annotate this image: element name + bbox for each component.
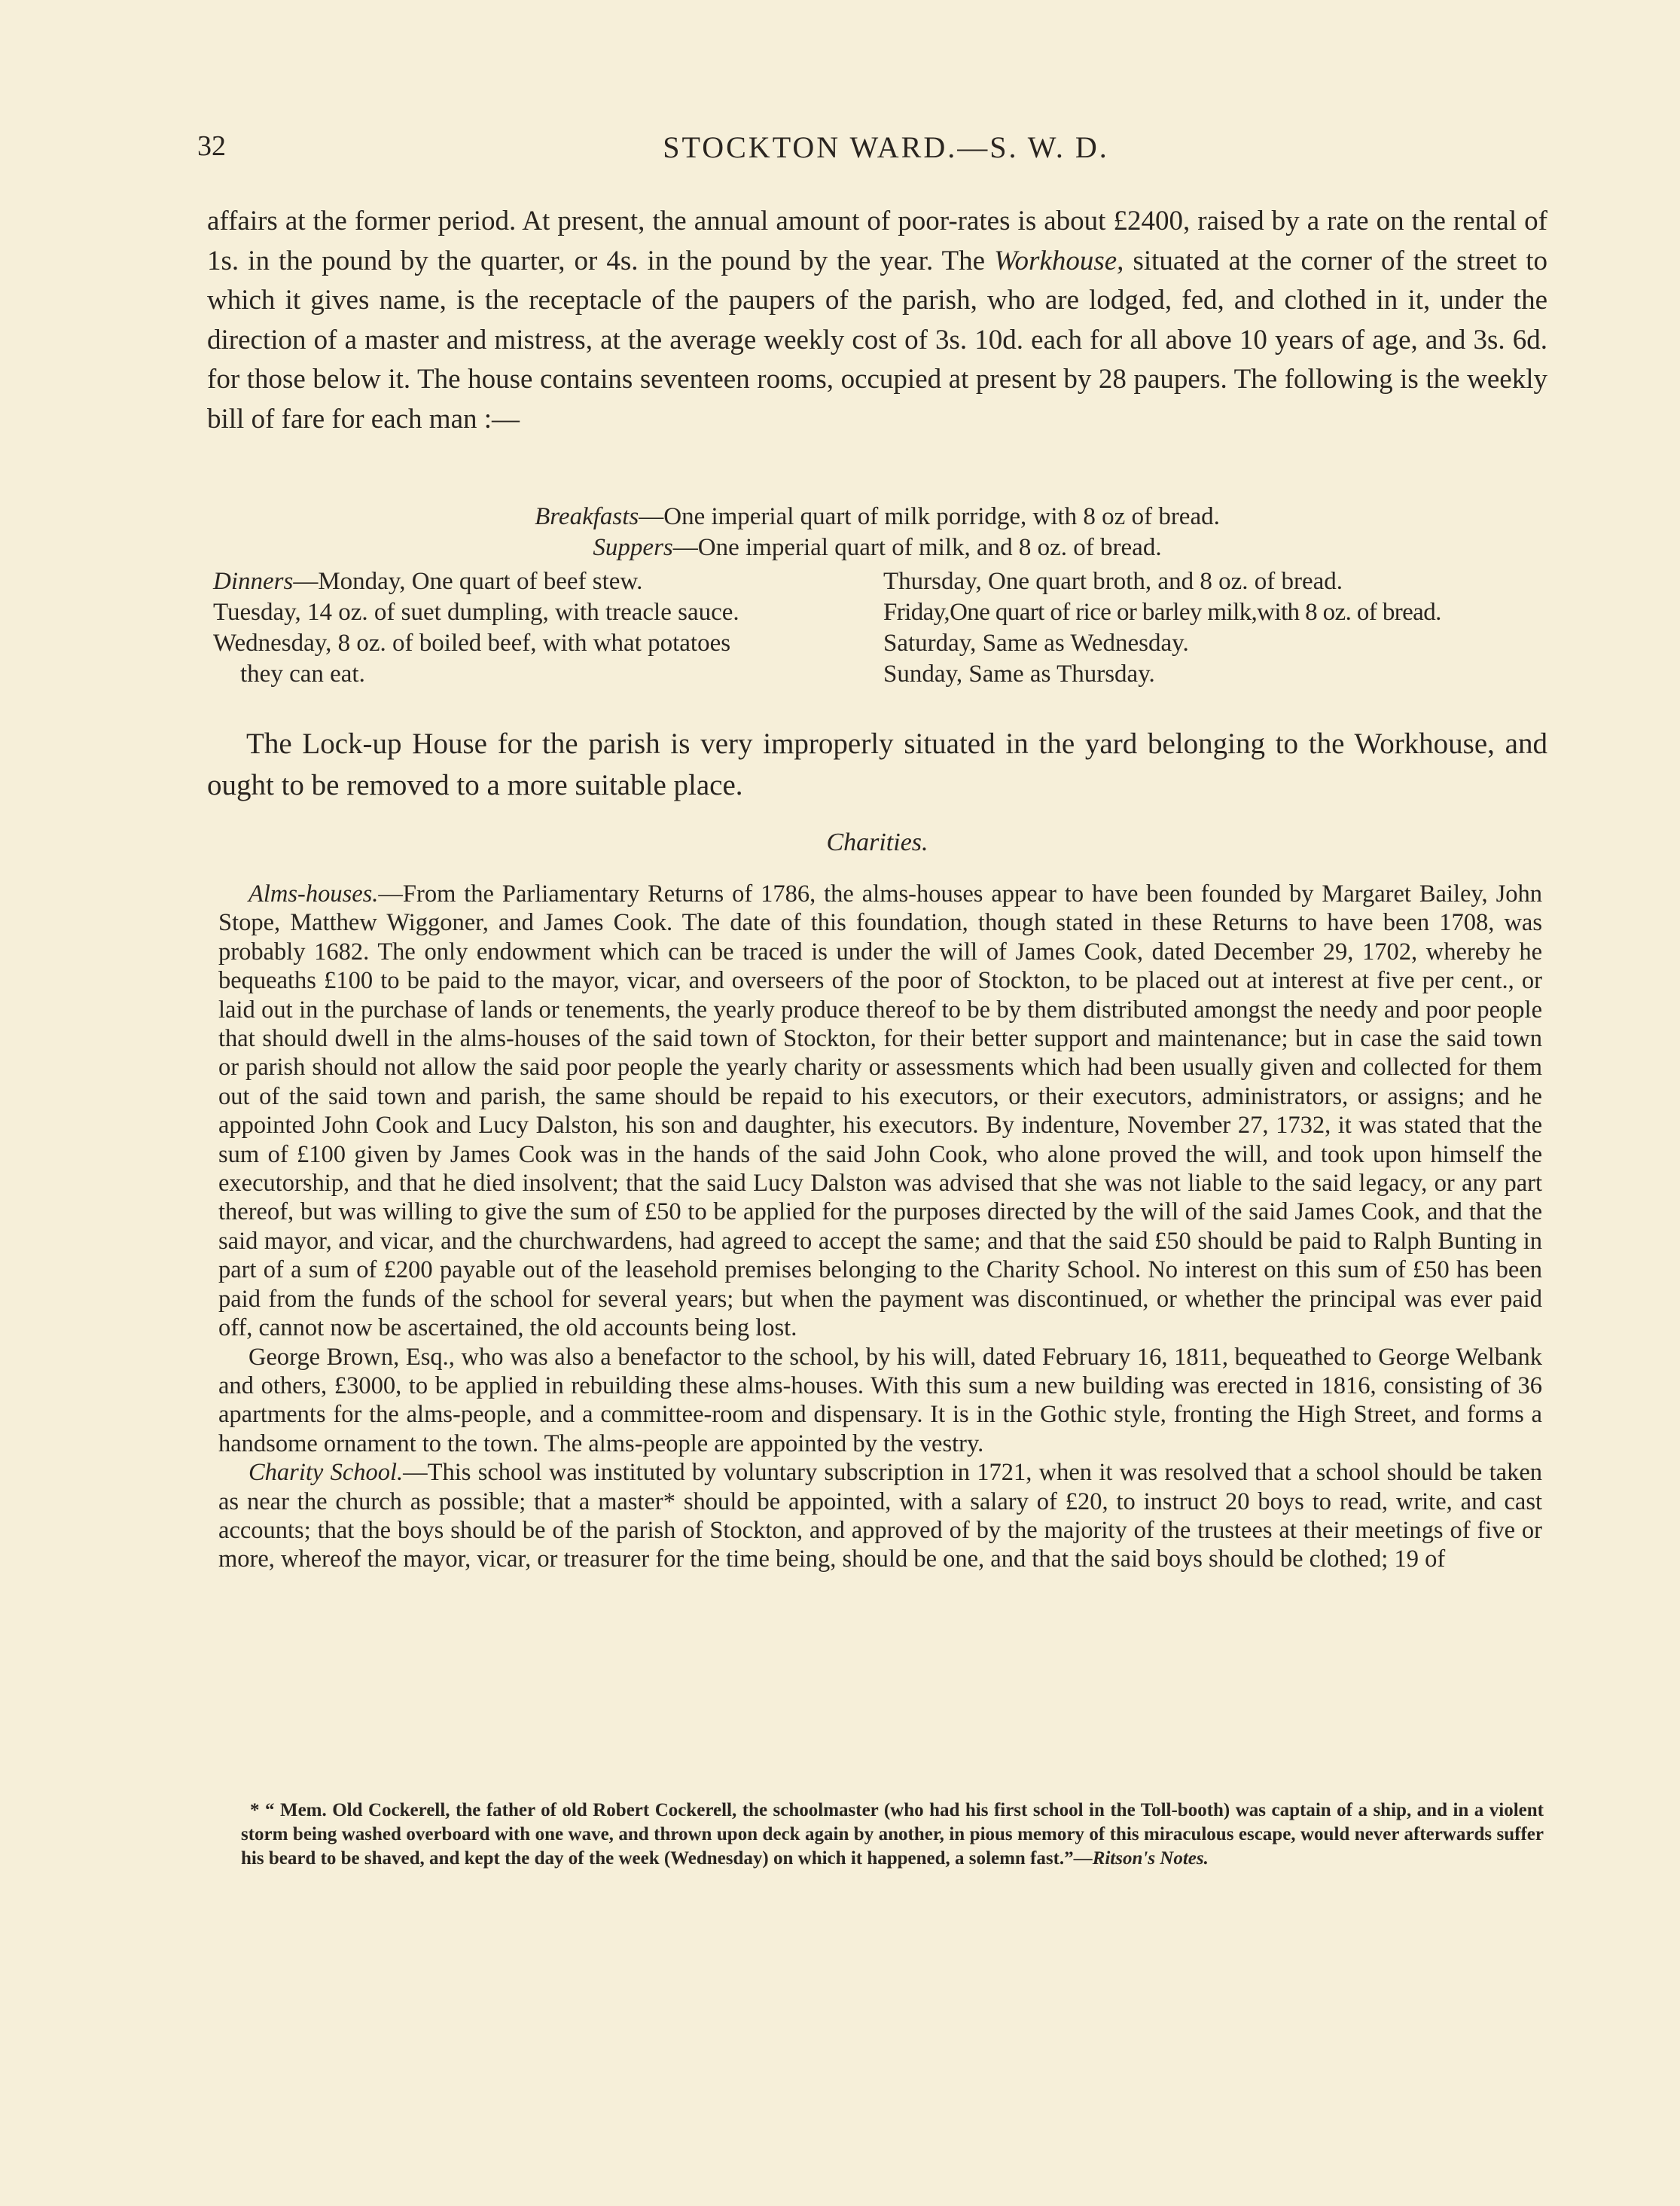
dinners-table	[207, 566, 1547, 690]
fare-entry: —Monday, One quart of beef stew.	[293, 568, 643, 595]
running-title: STOCKTON WARD.—S. W. D.	[663, 130, 1109, 164]
fare-row: Sunday, Same as Thursday.	[883, 661, 1155, 688]
lockup-text: The Lock-up House for the parish is very improperly situated in the yard belonging to the Workhouse, and ought to be removed to a more suitable place.	[207, 728, 1547, 801]
dinners-right-column	[883, 566, 1547, 690]
dinners-label: Dinners	[213, 568, 294, 595]
breakfasts-label: Breakfasts	[535, 503, 639, 530]
suppers-text: —One imperial quart of milk, and 8 oz. of bread.	[672, 534, 1162, 561]
breakfasts-text: —One imperial quart of milk porridge, with 8 oz of bread.	[639, 503, 1220, 530]
footnote	[241, 1799, 1544, 1871]
alms-houses-text: —From the Parliamentary Returns of 1786, the alms-houses appear to have been founded by Margaret Bailey, John Stope, Matthew Wiggoner, and James Cook. The date of this foundation, though stated in these Returns to have been 1708, was probably 1682. The only endowment which can be traced is under the will of James Cook, dated December 29, 1702, whereby he bequeaths £100 to be paid to the mayor, vicar, and overseers of the poor of Stockton, to be placed out at interest at five per cent., or laid out in the purchase of lands or tenements, the yearly produce thereof to be by them distributed amongst the needy and poor people that should dwell in the alms-houses of the said town of Stockton, for their better support and maintenance; but in case the said town or parish should not allow the said poor people the yearly charity or assessments which had been usually given and collected for them out of the said town and parish, the same should be repaid to his executors, or their executors, administrators, or assigns; and he appointed John Cook and Lucy Dalston, his son and daughter, his executors. By indenture, November 27, 1732, it was stated that the sum of £100 given by James Cook was in the hands of the said John Cook, who alone proved the will, and took upon himself the executorship, and that he died insolvent; that the said Lucy Dalston was advised that she was not liable to the said legacy, or any part thereof, but was willing to give the sum of £50 to be applied for the purposes directed by the will of the said James Cook, and that the said mayor, and vicar, and the churchwardens, had agreed to accept the same; and that the said £50 should be paid to Ralph Bunting in part of a sum of £200 payable out of the leasehold premises belonging to the Charity School. No interest on this sum of £50 has been paid from the funds of the school for several years; but when the payment was discontinued, or whether the principal was ever paid off, cannot now be ascertained, the old accounts being lost.	[218, 880, 1542, 1342]
fare-row: Thursday, One quart broth, and 8 oz. of bread.	[883, 568, 1343, 595]
suppers-line	[207, 532, 1547, 563]
fare-row: Tuesday, 14 oz. of suet dumpling, with treacle sauce.	[213, 599, 739, 626]
footnote-source: Ritson's Notes.	[1092, 1848, 1209, 1869]
page-header	[197, 130, 1529, 175]
fare-row: Friday,One quart of rice or barley milk,with 8 oz. of bread.	[883, 599, 1441, 626]
charity-school-paragraph	[218, 1458, 1542, 1574]
fare-row: Wednesday, 8 oz. of boiled beef, with what potatoes	[213, 630, 731, 657]
intro-paragraph	[207, 202, 1547, 439]
brown-paragraph: George Brown, Esq., who was also a benefactor to the school, by his will, dated February 16, 1811, bequeathed to George Welbank and others, £3000, to be applied in rebuilding these alms-houses. With this sum a new building was erected in 1816, consisting of 36 apartments for the alms-people, and a committee-room and dispensary. It is in the Gothic style, fronting the High Street, and forms a handsome ornament to the town. The alms-people are appointed by the vestry.	[218, 1343, 1542, 1457]
fare-row: Saturday, Same as Wednesday.	[883, 630, 1189, 657]
fare-row: they can eat.	[240, 661, 365, 688]
section-title: Charities.	[826, 828, 928, 856]
intro-text-1: affairs at the former period. At present, the annual amount of poor-rates is about £2400, raised by a rate on the rental of 1s. in the pound by the quarter, or 4s. in the pound by the year. The	[207, 206, 1547, 276]
alms-houses-label: Alms-houses.	[248, 880, 379, 908]
suppers-label: Suppers	[593, 534, 673, 561]
footnote-text: * “ Mem. Old Cockerell, the father of old Robert Cockerell, the schoolmaster (who had his first school in the Toll-booth) was captain of a ship, and in a violent storm being washed overboard with one wave, and thrown upon deck again by another, in pious memory of this miraculous escape, would never afterwards suffer his beard to be shaved, and kept the day of the week (Wednesday) on which it happened, a solemn fast.”—	[241, 1800, 1544, 1869]
workhouse-term: Workhouse,	[994, 245, 1124, 276]
charities-body	[218, 880, 1542, 1574]
fare-row	[213, 566, 883, 597]
breakfasts-line	[207, 502, 1547, 532]
alms-houses-paragraph	[218, 880, 1542, 1343]
bill-of-fare	[207, 502, 1547, 690]
charity-school-label: Charity School.	[248, 1459, 404, 1487]
page-number: 32	[197, 130, 226, 162]
dinners-left-column	[207, 566, 883, 690]
intro-text-2: situated at the corner of the street to which it gives name, is the receptacle of the paupers of the parish, who are lodged, fed, and clothed in it, under the direction of a master and mistress, at the average weekly cost of 3s. 10d. each for all above 10 years of age, and 3s. 6d. for those below it. The house contains seventeen rooms, occupied at present by 28 paupers. The following is the weekly bill of fare for each man :—	[207, 245, 1547, 435]
lockup-paragraph	[207, 723, 1547, 806]
charity-school-text: —This school was instituted by voluntary subscription in 1721, when it was resolved that a school should be taken as near the church as possible; that a master* should be appointed, with a salary of £20, to instruct 20 boys to read, write, and cast accounts; that the boys should be of the parish of Stockton, and approved of by the majority of the trustees at their meetings of five or more, whereof the mayor, vicar, or treasurer for the time being, should be one, and that the said boys should be clothed; 19 of	[218, 1459, 1542, 1573]
